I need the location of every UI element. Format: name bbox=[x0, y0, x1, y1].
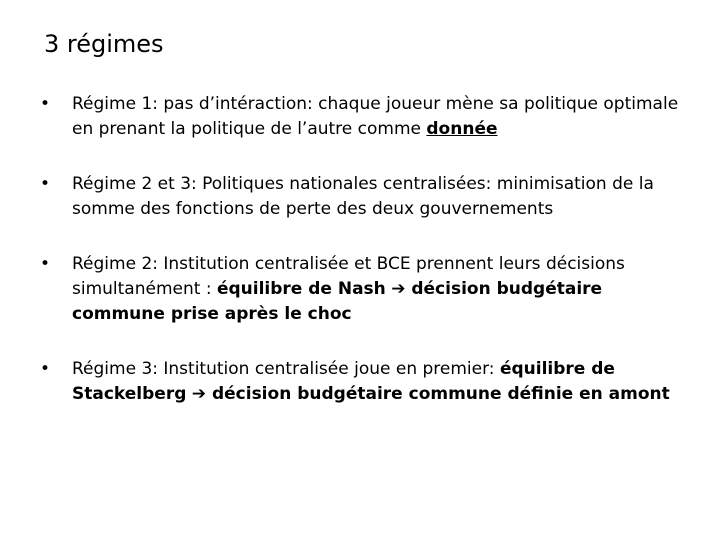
bullet-dot-icon: • bbox=[40, 94, 51, 114]
bullet-item-regime-3 bbox=[40, 357, 682, 407]
bullet-item-regime-1 bbox=[40, 92, 682, 142]
arrow-right-icon: ➔ bbox=[391, 279, 406, 299]
bullet-item-regime-2-3 bbox=[40, 172, 682, 222]
bullet-bold-consequence: décision budgétaire commune prise après le choc bbox=[72, 279, 603, 324]
bullet-dot-icon: • bbox=[40, 359, 51, 379]
bullet-dot-icon: • bbox=[40, 254, 51, 274]
bullet-bold-term: équilibre de Stackelberg bbox=[72, 359, 615, 404]
slide-title: 3 régimes bbox=[44, 30, 164, 58]
bullet-text: Régime 2 et 3: Politiques nationales centralisées: minimisation de la somme des fonctions de perte des deux gouvernements bbox=[72, 174, 654, 219]
bullet-dot-icon: • bbox=[40, 174, 51, 194]
bullet-text: Régime 3: Institution centralisée joue en premier: bbox=[72, 359, 500, 379]
bullet-item-regime-2 bbox=[40, 252, 682, 327]
bullet-list bbox=[40, 92, 682, 437]
bullet-bold-consequence: décision budgétaire commune définie en amont bbox=[206, 384, 670, 404]
bullet-bold-term: équilibre de Nash bbox=[216, 279, 386, 299]
arrow-right-icon: ➔ bbox=[191, 384, 207, 404]
bullet-text: Régime 2: Institution centralisée et BCE prennent leurs décisions simultanément : bbox=[72, 254, 625, 299]
bullet-text: Régime 1: pas d’intéraction: chaque joueur mène sa politique optimale en prenant la politique de l’autre comme bbox=[72, 94, 679, 139]
bullet-emphasis: donnée bbox=[426, 119, 498, 139]
